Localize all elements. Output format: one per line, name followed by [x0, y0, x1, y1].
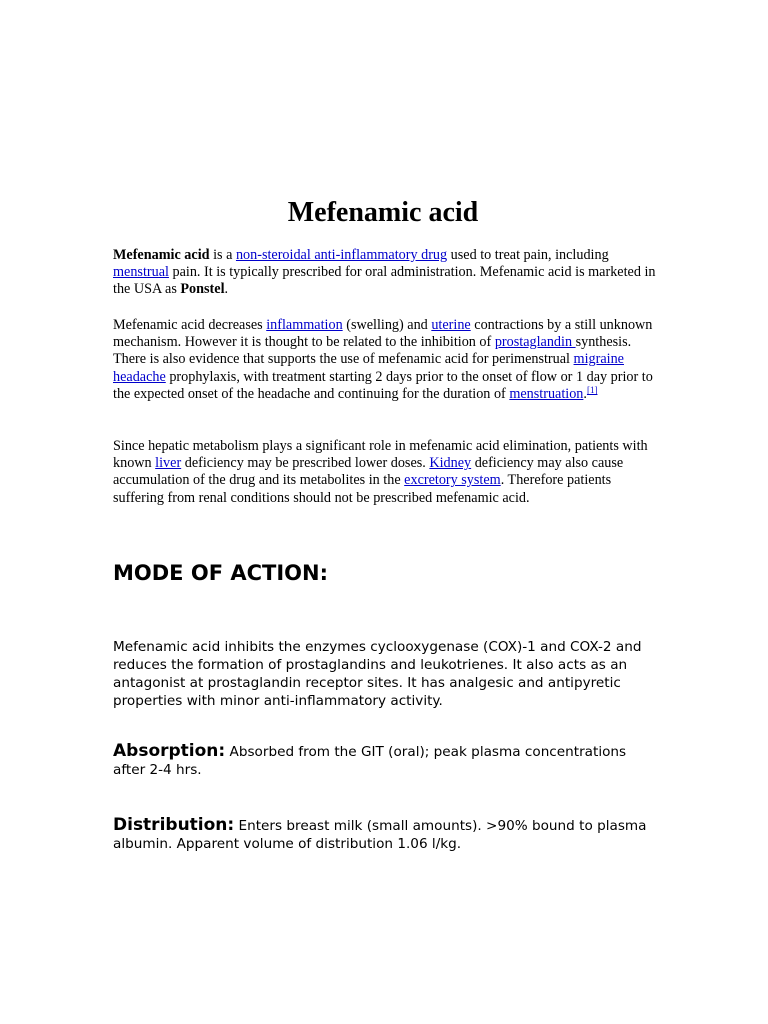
- prostaglandin-link[interactable]: prostaglandin: [494, 334, 576, 351]
- mechanism-text-5: prophylaxis, with treatment starting 2 days prior to the onset of flow or 1 day prior to the expected onset of the headache and continuing for the duration of: [113, 368, 653, 402]
- distribution-text: Enters breast milk (small amounts). >90% bound to plasma albumin. Apparent volume of distribution 1.06 l/kg.: [113, 818, 647, 852]
- intro-term: Mefenamic acid: [113, 247, 210, 263]
- excretory-system-link[interactable]: excretory system: [404, 472, 501, 489]
- distribution-label: Distribution:: [113, 815, 235, 835]
- brand-name: Ponstel: [180, 281, 225, 298]
- reference-link[interactable]: [1]: [586, 384, 598, 395]
- intro-paragraph: [113, 247, 658, 299]
- metabolism-text-3: deficiency may also cause accumulation of the drug and its metabolites in the: [113, 455, 624, 489]
- mechanism-text-3: contractions by a still unknown mechanism. However it is thought to be related to the inhibition of: [113, 317, 653, 351]
- mechanism-text-4: synthesis. There is also evidence that supports the use of mefenamic acid for perimenstrual: [113, 334, 632, 368]
- mechanism-text-6: .: [583, 385, 587, 402]
- mechanism-text-1: Mefenamic acid decreases: [113, 317, 267, 333]
- mechanism-paragraph: [113, 317, 658, 403]
- liver-link[interactable]: liver: [155, 455, 182, 472]
- distribution-paragraph: [113, 816, 658, 853]
- metabolism-text-2: deficiency may be prescribed lower doses.: [181, 455, 430, 472]
- kidney-link[interactable]: Kidney: [429, 455, 472, 472]
- inflammation-link[interactable]: inflammation: [266, 317, 343, 333]
- metabolism-text-1: Since hepatic metabolism plays a significant role in mefenamic acid elimination, patients with known: [113, 438, 648, 472]
- metabolism-text-4: . Therefore patients suffering from renal conditions should not be prescribed mefenamic acid.: [113, 472, 612, 506]
- uterine-link[interactable]: uterine: [431, 317, 471, 333]
- mechanism-text-2: (swelling) and: [342, 317, 432, 333]
- metabolism-paragraph: [113, 438, 658, 507]
- mode-of-action-heading: MODE OF ACTION:: [113, 561, 328, 585]
- mode-of-action-paragraph: Mefenamic acid inhibits the enzymes cyclooxygenase (COX)-1 and COX-2 and reduces the formation of prostaglandins and leukotrienes. It also acts as an antagonist at prostaglandin receptor sites. It has analgesic and antipyretic properties with minor anti-inflammatory activity.: [113, 639, 642, 709]
- absorption-text: Absorbed from the GIT (oral); peak plasma concentrations after 2-4 hrs.: [113, 744, 627, 778]
- intro-text-4: .: [224, 281, 229, 298]
- menstruation-link[interactable]: menstruation: [509, 385, 584, 402]
- intro-text-2: used to treat pain, including: [447, 247, 609, 263]
- absorption-label: Absorption:: [113, 741, 226, 761]
- migraine-headache-link[interactable]: migraine headache: [113, 351, 624, 385]
- intro-text-1: is a: [209, 247, 236, 263]
- nsaid-link[interactable]: non-steroidal anti-inflammatory drug: [235, 247, 448, 263]
- document-title: Mefenamic acid: [287, 197, 479, 228]
- intro-text-3: pain. It is typically prescribed for oral administration. Mefenamic acid is marketed in the USA as: [113, 264, 656, 298]
- absorption-paragraph: [113, 742, 658, 779]
- menstrual-link[interactable]: menstrual: [113, 264, 169, 281]
